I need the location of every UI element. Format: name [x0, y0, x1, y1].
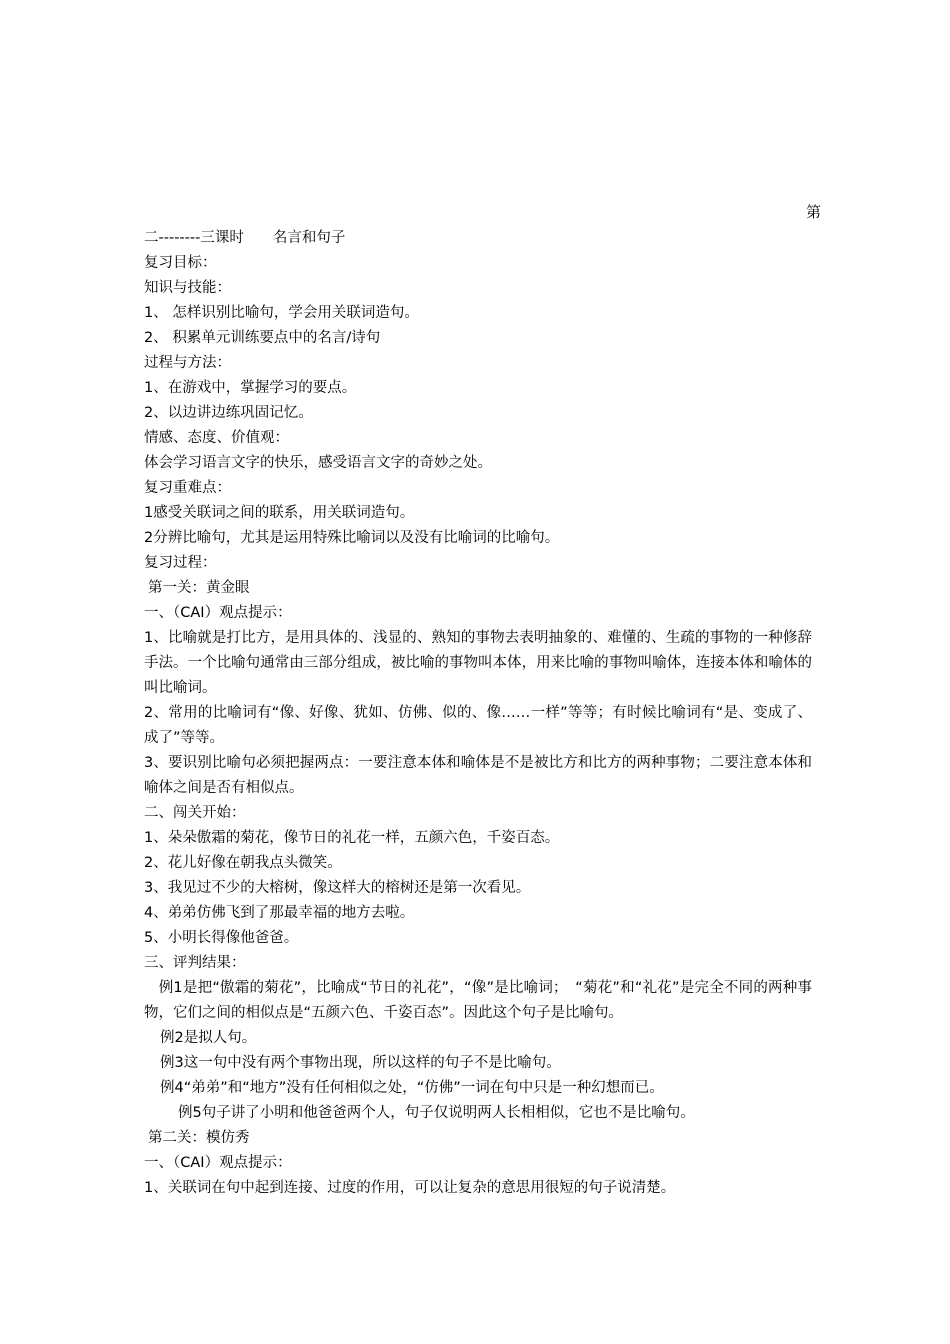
subheading-process-methods: 过程与方法： [144, 355, 231, 371]
level-heading-one: 第一关：黄金眼 [148, 580, 250, 596]
subheading-emotion-values: 情感、态度、价值观： [144, 430, 289, 446]
tip-paragraph: 1、关联词在句中起到连接、过度的作用，可以让复杂的意思用很短的句子说清楚。 [144, 1180, 676, 1196]
goal-item: 2、以边讲边练巩固记忆。 [144, 405, 313, 421]
example-sentence: 5、小明长得像他爸爸。 [144, 930, 299, 946]
judgement-item: 例5句子讲了小明和他爸爸两个人，句子仅说明两人长相相似，它也不是比喻句。 [178, 1105, 695, 1121]
judgement-item: 例3这一句中没有两个事物出现，所以这样的句子不是比喻句。 [160, 1055, 561, 1071]
goal-item: 1、在游戏中，掌握学习的要点。 [144, 380, 357, 396]
key-point-item: 2分辨比喻句，尤其是运用特殊比喻词以及没有比喻词的比喻句。 [144, 530, 560, 546]
judgement-item: 例2是拟人句。 [160, 1030, 257, 1046]
subheading-judgement-results: 三、评判结果： [144, 955, 246, 971]
example-sentence: 1、朵朵傲霜的菊花，像节日的礼花一样，五颜六色，千姿百态。 [144, 830, 560, 846]
lesson-title: 二--------三课时 名言和句子 [144, 230, 346, 246]
section-heading-review-process: 复习过程： [144, 555, 217, 571]
subheading-challenge-start: 二、闯关开始： [144, 805, 246, 821]
tip-paragraph: 3、要识别比喻句必须把握两点：一要注意本体和喻体是不是被比方和比方的两种事物；二要注意本体和喻体之间是否有相似点。 [144, 755, 812, 796]
judgement-paragraph: 例1是把“傲霜的菊花”，比喻成“节日的礼花”，“像”是比喻词； “菊花”和“礼花”是完全不同的两种事物，它们之间的相似点是“五颜六色、千姿百态”。因此这个句子是比喻句。 [144, 980, 812, 1021]
goal-item: 2、 积累单元训练要点中的名言/诗句 [144, 330, 381, 346]
example-sentence: 3、我见过不少的大榕树，像这样大的榕树还是第一次看见。 [144, 880, 531, 896]
tip-paragraph: 1、比喻就是打比方，是用具体的、浅显的、熟知的事物去表明抽象的、难懂的、生疏的事物的一种修辞手法。一个比喻句通常由三部分组成，被比喻的事物叫本体，用来比喻的事物叫喻体，连接本体和喻体的叫比喻词。 [144, 630, 812, 696]
tip-paragraph: 2、常用的比喻词有“像、好像、犹如、仿佛、似的、像……一样”等等；有时候比喻词有“是、变成了、成了”等等。 [144, 705, 812, 746]
level-heading-two: 第二关：模仿秀 [148, 1130, 250, 1146]
page-corner-label: 第 [806, 203, 822, 221]
example-sentence: 4、弟弟仿佛飞到了那最幸福的地方去啦。 [144, 905, 415, 921]
judgement-item: 例4“弟弟”和“地方”没有任何相似之处，“仿佛”一词在句中只是一种幻想而已。 [160, 1080, 664, 1096]
goal-item: 体会学习语言文字的快乐，感受语言文字的奇妙之处。 [144, 455, 492, 471]
subheading-cai-tips: 一、（CAI）观点提示： [144, 605, 292, 621]
document-body [144, 226, 812, 1201]
example-sentence: 2、花儿好像在朝我点头微笑。 [144, 855, 342, 871]
subheading-knowledge-skills: 知识与技能： [144, 280, 231, 296]
goal-item: 1、 怎样识别比喻句，学会用关联词造句。 [144, 305, 419, 321]
section-heading-review-goals: 复习目标： [144, 255, 217, 271]
subheading-cai-tips: 一、（CAI）观点提示： [144, 1155, 292, 1171]
section-heading-key-points: 复习重难点： [144, 480, 231, 496]
key-point-item: 1感受关联词之间的联系，用关联词造句。 [144, 505, 415, 521]
